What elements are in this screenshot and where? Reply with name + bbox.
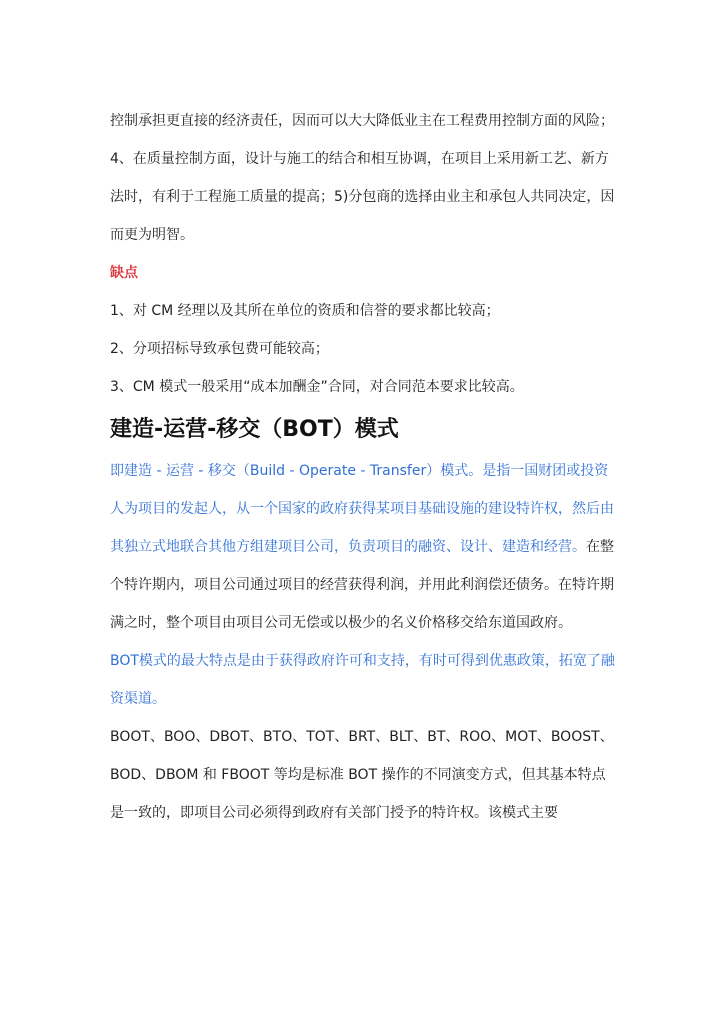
disadvantage-item-2: 2、分项招标导致承包费可能较高； [110,341,329,357]
paragraph-bot-intro [110,452,615,642]
paragraph-bot-feature: BOT模式的最大特点是由于获得政府许可和支持，有时可得到优惠政策，拓宽了融资渠道。 [110,653,615,707]
bot-intro-operation: 在整个特许期内，项目公司通过项目的经营获得利润，并用此利润偿还债务。在特许期满之时，整个项目由项目公司无偿或以极少的名义价格移交给东道国政府。 [110,539,614,631]
paragraph-bot-variants: BOOT、BOO、DBOT、BTO、TOT、BRT、BLT、BT、ROO、MOT、BOOST、BOD、DBOM 和 FBOOT 等均是标准 BOT 操作的不同演变方式，但其基本特点是一致的，即项目公司必须得到政府有关部门授予的特许权。该模式主要 [110,729,614,821]
document-page [110,102,615,832]
disadvantage-item-1: 1、对 CM 经理以及其所在单位的资质和信誉的要求都比较高； [110,303,500,319]
section-title-bot: 建造-运营-移交（BOT）模式 [110,417,399,442]
paragraph-cost-control: 控制承担更直接的经济责任，因而可以大大降低业主在工程费用控制方面的风险； [110,113,614,129]
paragraph-quality-control: 4、在质量控制方面，设计与施工的结合和相互协调，在项目上采用新工艺、新方法时，有利于工程施工质量的提高；5)分包商的选择由业主和承包人共同决定，因而更为明智。 [110,151,615,243]
disadvantage-item-3: 3、CM 模式一般采用“成本加酬金”合同，对合同范本要求比较高。 [110,379,524,395]
heading-disadvantages: 缺点 [110,265,138,281]
bot-intro-definition: 即建造 - 运营 - 移交（Build - Operate - Transfer）模式。是指一国财团或投资人为项目的发起人，从一个国家的政府获得某项目基础设施的建设特许权，然后由其独立式地联合其他方组建项目公司，负责项目的融资、设计、建造和经营。 [110,463,614,555]
